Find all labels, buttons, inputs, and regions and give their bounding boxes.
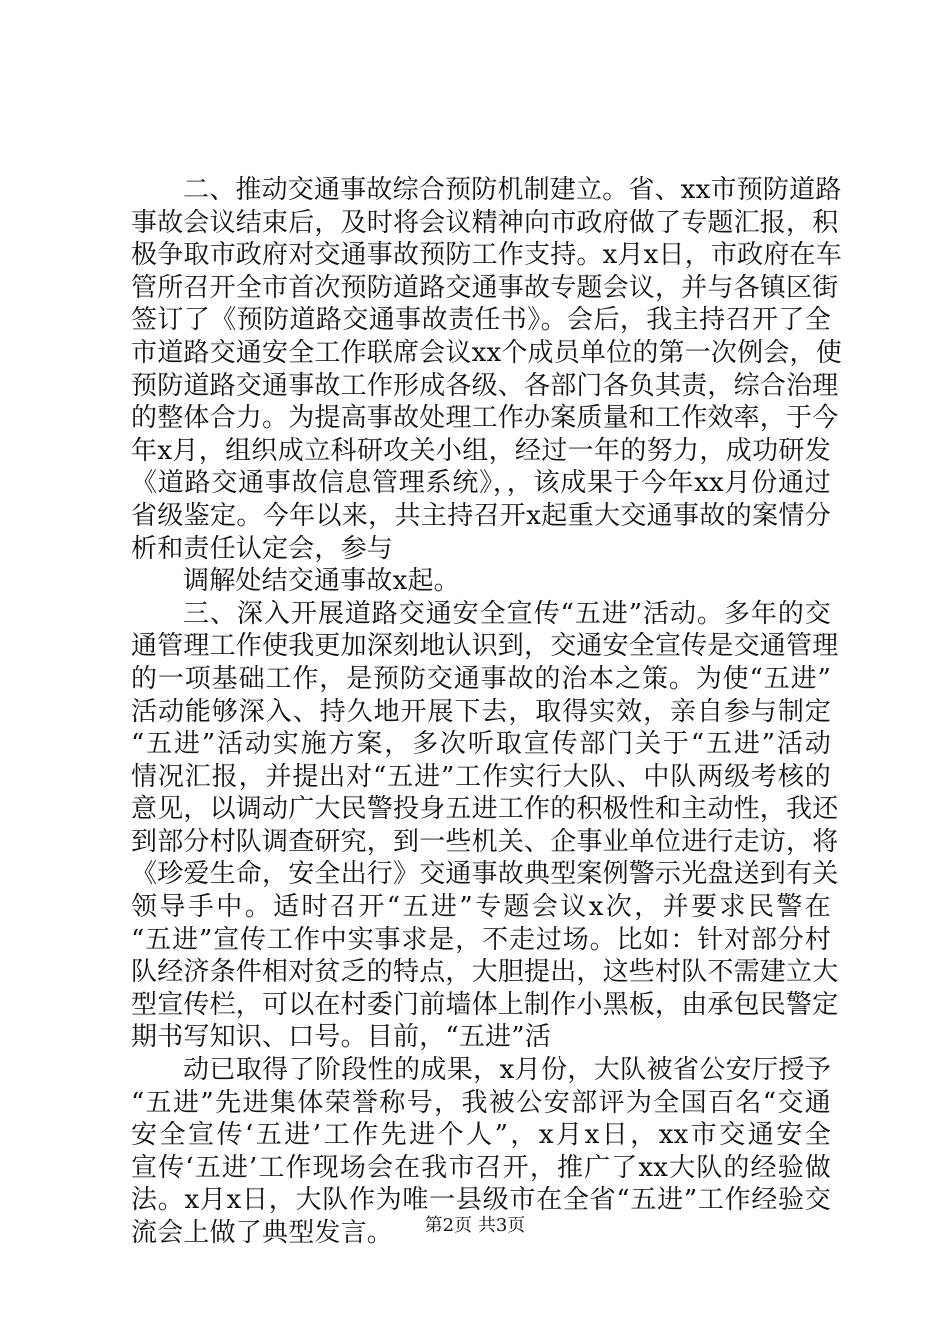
text-line: 析和责任认定会，参与 (131, 533, 394, 564)
text-line: 管所召开全市首次预防道路交通事故专题会议，并与各镇区街 (131, 272, 839, 303)
text-line: 预防道路交通事故工作形成各级、各部门各负其责，综合治理 (131, 370, 839, 401)
text-line: 领导手中。适时召开“五进”专题会议x次，并要求民警在 (131, 892, 831, 923)
page-number-footer: 第2页 共3页 (424, 1215, 526, 1236)
text-line: 签订了《预防道路交通事故责任书》。会后，我主持召开了全 (131, 305, 831, 336)
text-line: 活动能够深入、持久地开展下去，取得实效，亲自参与制定 (131, 696, 831, 727)
text-line: 安全宣传‘五进’工作先进个人”，x月x日，xx市交通安全 (131, 1120, 831, 1151)
text-line: “五进”活动实施方案，多次听取宣传部门关于“五进”活动 (131, 729, 831, 760)
text-line: 动已取得了阶段性的成果，x月份，大队被省公安厅授予 (183, 1055, 831, 1086)
text-line: 情况汇报，并提出对“五进”工作实行大队、中队两级考核的 (131, 761, 831, 792)
text-line: 调解处结交通事故x起。 (183, 566, 460, 597)
text-line: 宣传‘五进’工作现场会在我市召开，推广了xx大队的经验做 (131, 1152, 831, 1183)
text-line: 意见，以调动广大民警投身五进工作的积极性和主动性，我还 (131, 794, 839, 825)
text-line: 市道路交通安全工作联席会议xx个成员单位的第一次例会，使 (131, 337, 842, 368)
text-line: “五进”先进集体荣誉称号，我被公安部评为全国百名“交通 (131, 1087, 831, 1118)
text-line: 事故会议结束后，及时将会议精神向市政府做了专题汇报，积 (131, 207, 839, 238)
text-line: 到部分村队调查研究，到一些机关、企事业单位进行走访，将 (131, 826, 839, 857)
text-line: 《珍爱生命，安全出行》交通事故典型案例警示光盘送到有关 (131, 859, 839, 890)
text-line: 《道路交通事故信息管理系统》，，该成果于今年xx月份通过 (131, 468, 831, 499)
text-line: 三、深入开展道路交通安全宣传“五进”活动。多年的交 (183, 598, 831, 629)
text-line: 的一项基础工作，是预防交通事故的治本之策。为使“五进” (131, 663, 831, 694)
paragraph-section-2-cont (131, 565, 831, 598)
text-line: 省级鉴定。今年以来，共主持召开x起重大交通事故的案情分 (131, 500, 831, 531)
paragraph-section-3 (131, 598, 839, 1054)
text-line: 的整体合力。为提高事故处理工作办案质量和工作效率，于今 (131, 403, 839, 434)
text-line: 年x月，组织成立科研攻关小组，经过一年的努力，成功研发 (131, 435, 831, 466)
paragraph-section-2 (131, 174, 842, 565)
text-line: “五进”宣传工作中实事求是，不走过场。比如：针对部分村 (131, 924, 831, 955)
text-line: 期书写知识、口号。目前，“五进”活 (131, 1022, 551, 1053)
text-line: 法。x月x日，大队作为唯一县级市在全省“五进”工作经验交 (131, 1185, 831, 1216)
document-body (131, 174, 842, 1250)
text-line: 二、推动交通事故综合预防机制建立。省、xx市预防道路 (183, 175, 842, 205)
text-line: 流会上做了典型发言。 (131, 1218, 394, 1248)
text-line: 型宣传栏，可以在村委门前墙体上制作小黑板，由承包民警定 (131, 989, 839, 1020)
text-line: 极争取市政府对交通事故预防工作支持。x月x日，市政府在车 (131, 240, 842, 271)
text-line: 通管理工作使我更加深刻地认识到，交通安全宣传是交通管理 (131, 631, 839, 662)
text-line: 队经济条件相对贫乏的特点，大胆提出，这些村队不需建立大 (131, 957, 839, 988)
